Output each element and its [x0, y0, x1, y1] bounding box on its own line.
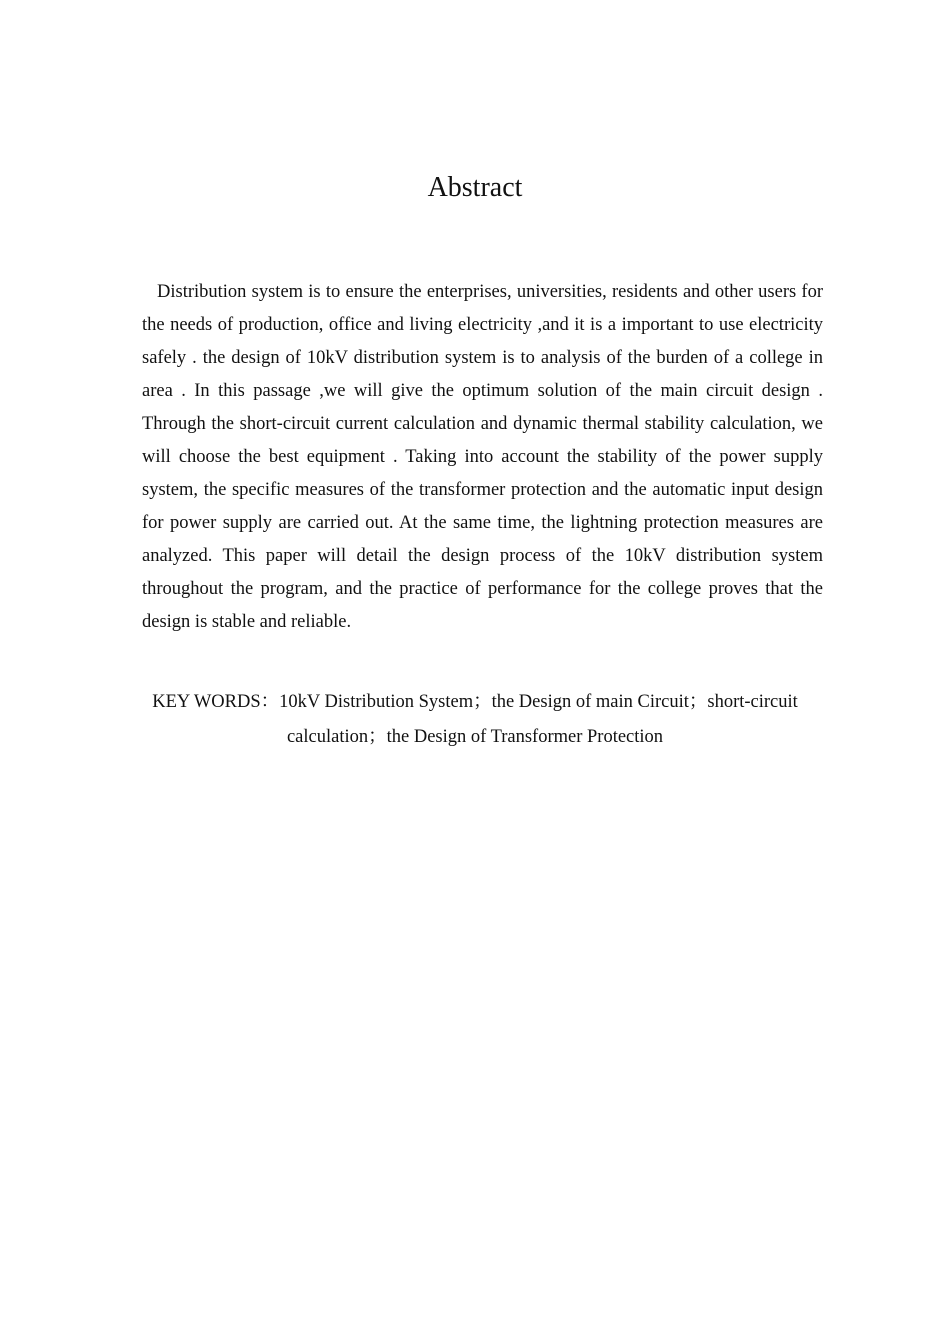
keywords-line: [140, 685, 810, 755]
keywords-text: 10kV Distribution System；the Design of main Circuit；short-circuit calculation；the Design of Transformer Protection: [279, 692, 798, 747]
abstract-paragraph: Distribution system is to ensure the enterprises, universities, residents and other users for the needs of production, office and living electricity ,and it is a important to use electricity safely . the design of 10kV distribution system is to analysis of the burden of a college in area . In this passage ,we will give the optimum solution of the main circuit design . Through the short-circuit current calculation and dynamic thermal stability calculation, we will choose the best equipment . Taking into account the stability of the power supply system, the specific measures of the transformer protection and the automatic input design for power supply are carried out. At the same time, the lightning protection measures are analyzed. This paper will detail the design process of the 10kV distribution system throughout the program, and the practice of performance for the college proves that the design is stable and reliable.: [142, 282, 823, 632]
page-title: Abstract: [427, 172, 523, 203]
keywords-label: KEY WORDS: [152, 692, 261, 712]
keywords-separator: ：: [260, 692, 280, 712]
